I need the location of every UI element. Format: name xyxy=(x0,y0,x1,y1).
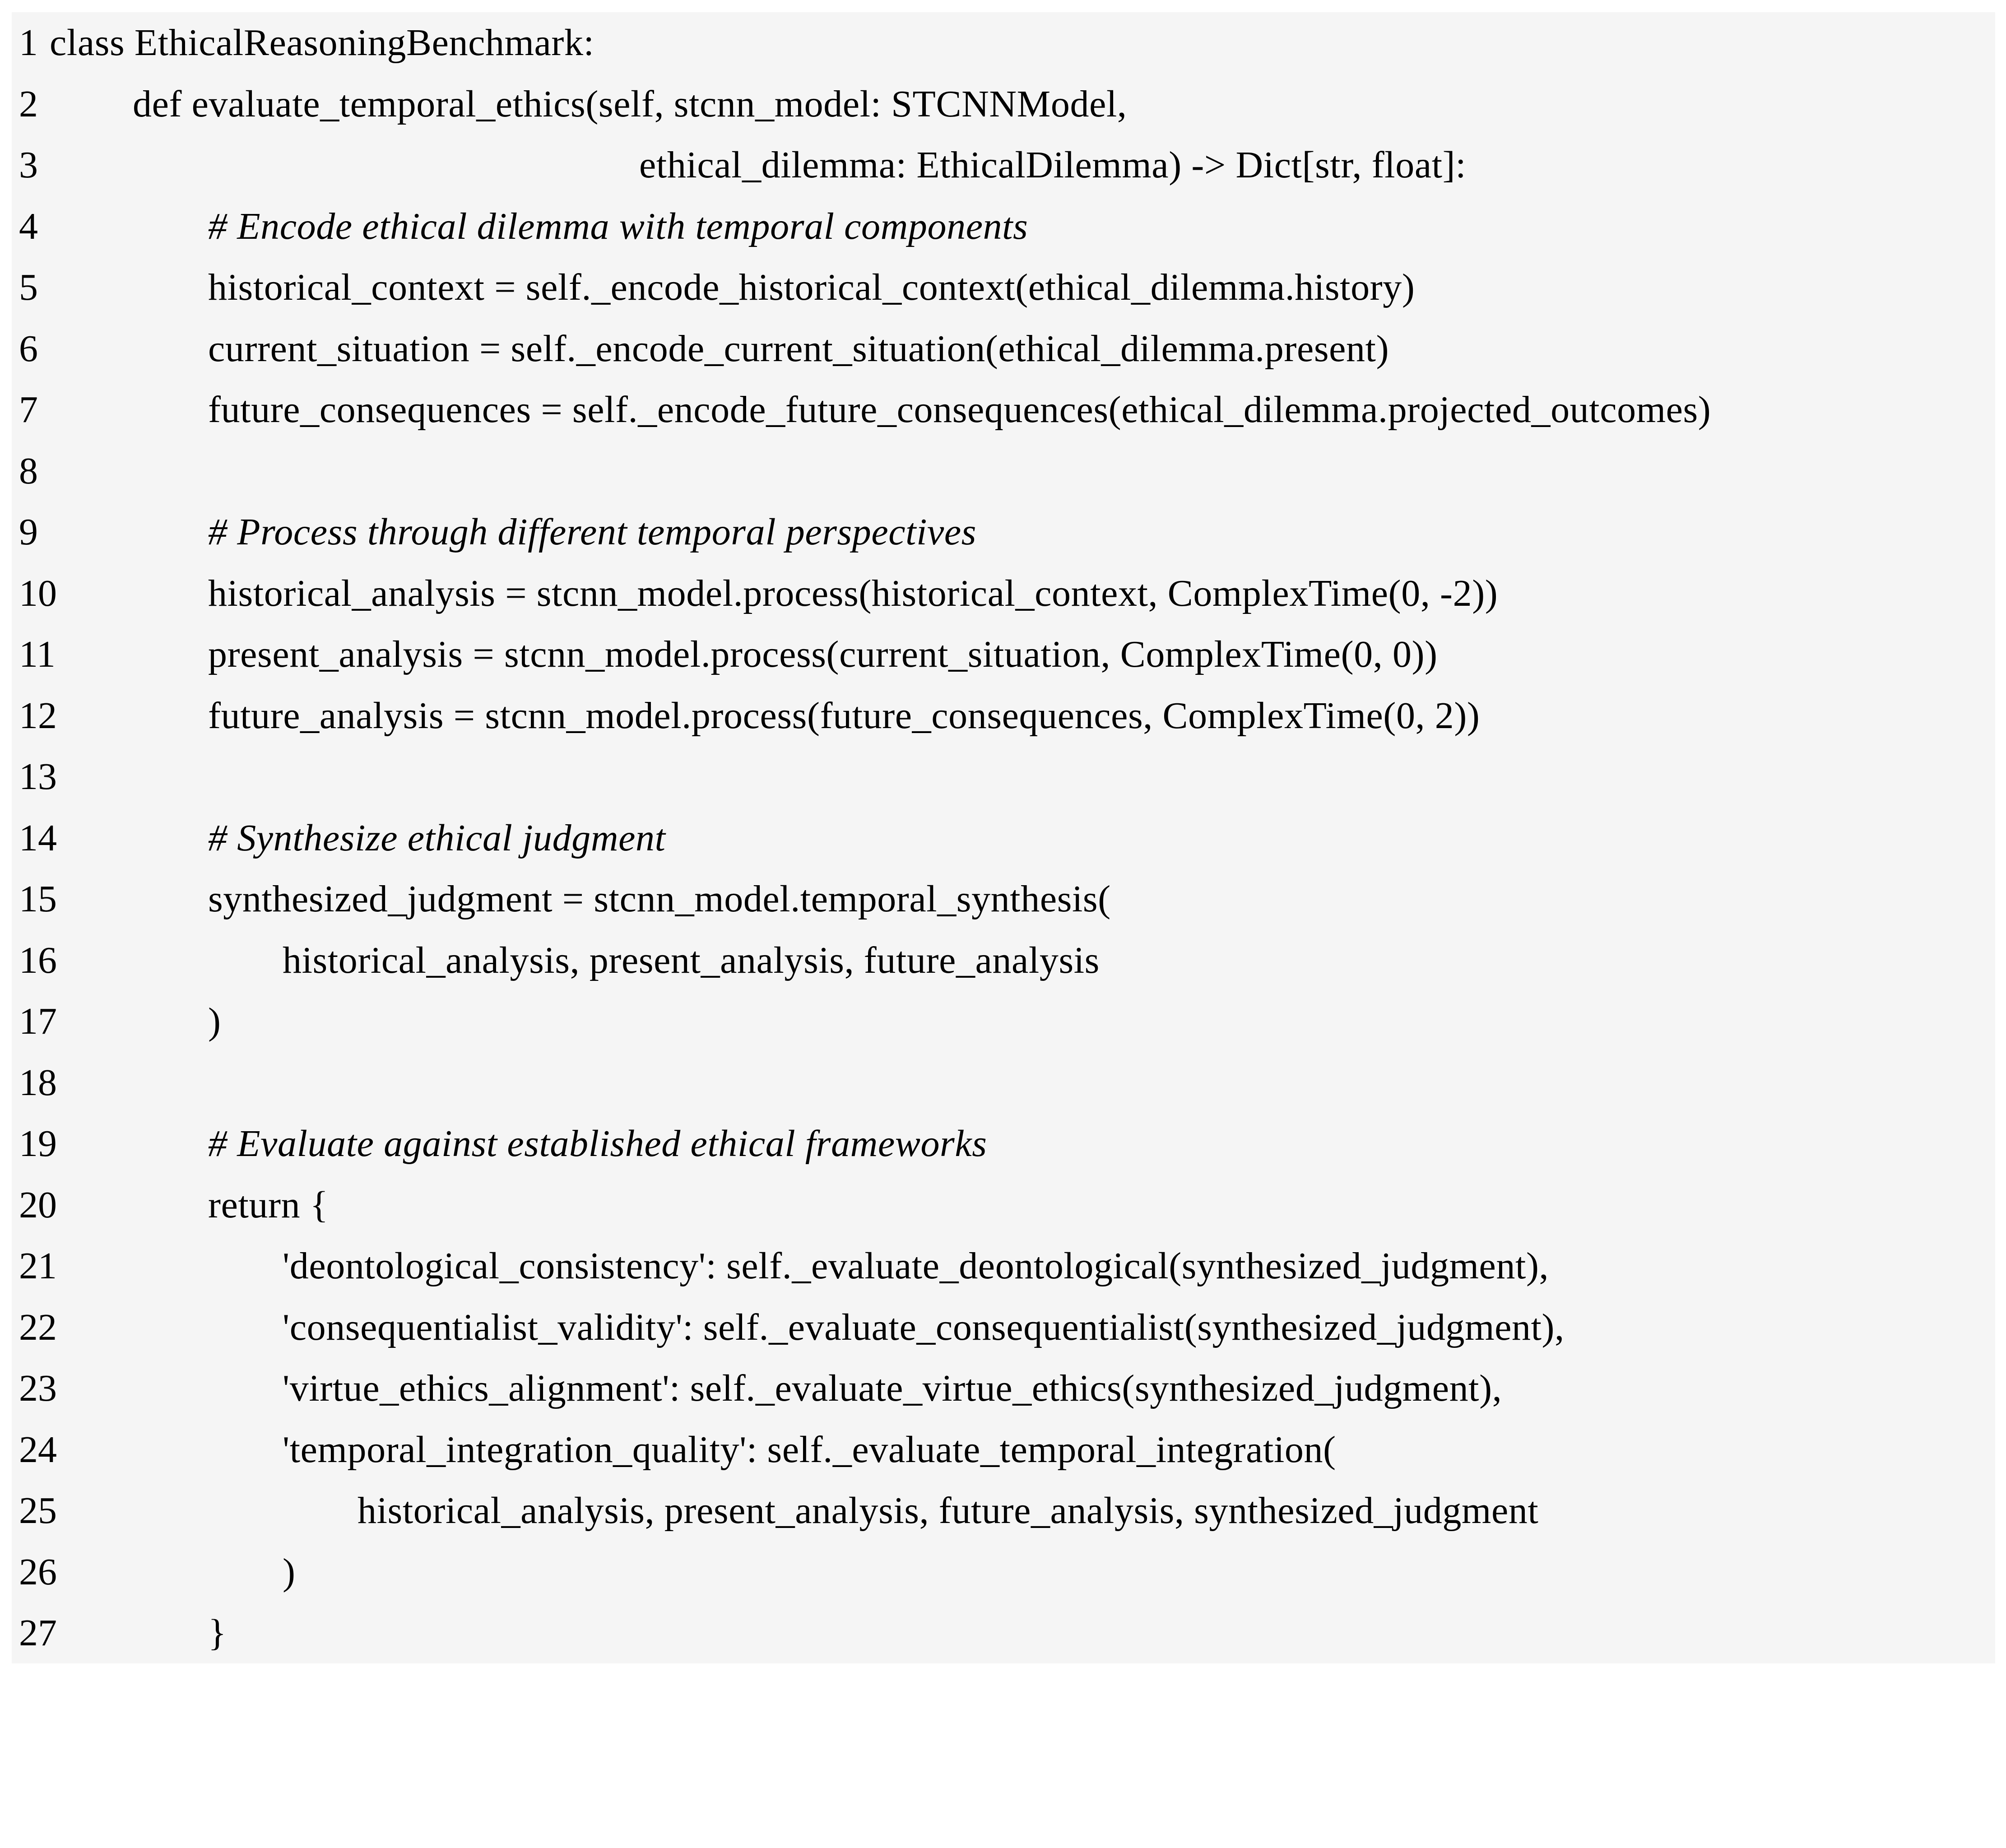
line-number: 20 xyxy=(19,1184,57,1226)
code-line-25 xyxy=(12,1480,1995,1542)
code-line-23 xyxy=(12,1358,1995,1419)
code-line-19 xyxy=(12,1113,1995,1175)
code-line-11 xyxy=(12,624,1995,685)
code-line-8 xyxy=(12,441,1995,502)
code-text: 'consequentialist_validity': self._evaluate_consequentialist(synthesized_judgment), xyxy=(283,1306,1565,1348)
line-number: 16 xyxy=(19,939,57,981)
code-line-3 xyxy=(12,135,1995,196)
line-number: 12 xyxy=(19,694,57,737)
code-line-14 xyxy=(12,808,1995,869)
code-line-17 xyxy=(12,991,1995,1052)
code-text: historical_analysis, present_analysis, future_analysis xyxy=(283,939,1100,981)
code-listing-panel xyxy=(12,12,1995,1663)
line-number: 21 xyxy=(19,1245,57,1287)
code-line-21 xyxy=(12,1235,1995,1297)
code-text: historical_analysis = stcnn_model.process(historical_context, ComplexTime(0, -2)) xyxy=(208,572,1498,614)
code-text: present_analysis = stcnn_model.process(current_situation, ComplexTime(0, 0)) xyxy=(208,633,1438,675)
code-text: synthesized_judgment = stcnn_model.temporal_synthesis( xyxy=(208,878,1111,920)
code-text: ) xyxy=(283,1551,296,1593)
code-line-18 xyxy=(12,1052,1995,1114)
code-text: 'deontological_consistency': self._evaluate_deontological(synthesized_judgment), xyxy=(283,1245,1549,1287)
line-number: 19 xyxy=(19,1123,57,1165)
line-number: 17 xyxy=(19,1000,57,1042)
line-number: 23 xyxy=(19,1367,57,1409)
code-text: def evaluate_temporal_ethics(self, stcnn_model: STCNNModel, xyxy=(133,83,1127,125)
line-number: 4 xyxy=(19,205,38,247)
code-comment: # Evaluate against established ethical frameworks xyxy=(208,1123,987,1165)
code-line-27 xyxy=(12,1602,1995,1664)
line-number: 7 xyxy=(19,389,38,431)
line-number: 24 xyxy=(19,1428,57,1471)
code-line-9 xyxy=(12,501,1995,563)
code-comment: # Process through different temporal perspectives xyxy=(208,511,977,553)
code-line-7 xyxy=(12,379,1995,441)
code-text: future_analysis = stcnn_model.process(future_consequences, ComplexTime(0, 2)) xyxy=(208,694,1480,737)
line-number: 15 xyxy=(19,878,57,920)
code-line-15 xyxy=(12,868,1995,930)
code-line-12 xyxy=(12,685,1995,747)
line-number: 26 xyxy=(19,1551,57,1593)
code-text: current_situation = self._encode_current_situation(ethical_dilemma.present) xyxy=(208,327,1389,370)
line-number: 10 xyxy=(19,572,57,614)
line-number: 11 xyxy=(19,633,56,675)
code-line-26 xyxy=(12,1542,1995,1603)
code-line-6 xyxy=(12,318,1995,380)
code-text: ethical_dilemma: EthicalDilemma) -> Dict[str, float]: xyxy=(639,144,1467,186)
line-number: 13 xyxy=(19,756,57,798)
code-line-16 xyxy=(12,930,1995,991)
line-number: 27 xyxy=(19,1612,57,1654)
code-line-5 xyxy=(12,257,1995,318)
code-line-10 xyxy=(12,563,1995,624)
code-text: 'temporal_integration_quality': self._evaluate_temporal_integration( xyxy=(283,1428,1336,1471)
line-number: 9 xyxy=(19,511,38,553)
line-number: 2 xyxy=(19,83,38,125)
line-number: 8 xyxy=(19,450,38,492)
code-line-4 xyxy=(12,196,1995,257)
code-line-13 xyxy=(12,746,1995,808)
code-line-20 xyxy=(12,1175,1995,1236)
code-text: future_consequences = self._encode_future_consequences(ethical_dilemma.projected_outcomes) xyxy=(208,389,1711,431)
code-text: ) xyxy=(208,1000,221,1042)
code-text: } xyxy=(208,1612,227,1654)
line-number: 14 xyxy=(19,817,57,859)
code-text: return { xyxy=(208,1184,329,1226)
code-comment: # Encode ethical dilemma with temporal components xyxy=(208,205,1028,247)
line-number: 25 xyxy=(19,1490,57,1532)
code-line-22 xyxy=(12,1297,1995,1358)
line-number: 5 xyxy=(19,266,38,308)
code-comment: # Synthesize ethical judgment xyxy=(208,817,666,859)
code-text: historical_analysis, present_analysis, future_analysis, synthesized_judgment xyxy=(358,1490,1539,1532)
code-text: 'virtue_ethics_alignment': self._evaluate_virtue_ethics(synthesized_judgment), xyxy=(283,1367,1502,1409)
line-number: 3 xyxy=(19,144,38,186)
code-text: historical_context = self._encode_historical_context(ethical_dilemma.history) xyxy=(208,266,1415,308)
code-text: class EthicalReasoningBenchmark: xyxy=(50,22,594,64)
code-line-1 xyxy=(12,12,1995,74)
code-line-2 xyxy=(12,74,1995,135)
line-number: 6 xyxy=(19,327,38,370)
line-number: 1 xyxy=(19,22,38,64)
line-number: 18 xyxy=(19,1061,57,1104)
code-line-24 xyxy=(12,1419,1995,1481)
line-number: 22 xyxy=(19,1306,57,1348)
